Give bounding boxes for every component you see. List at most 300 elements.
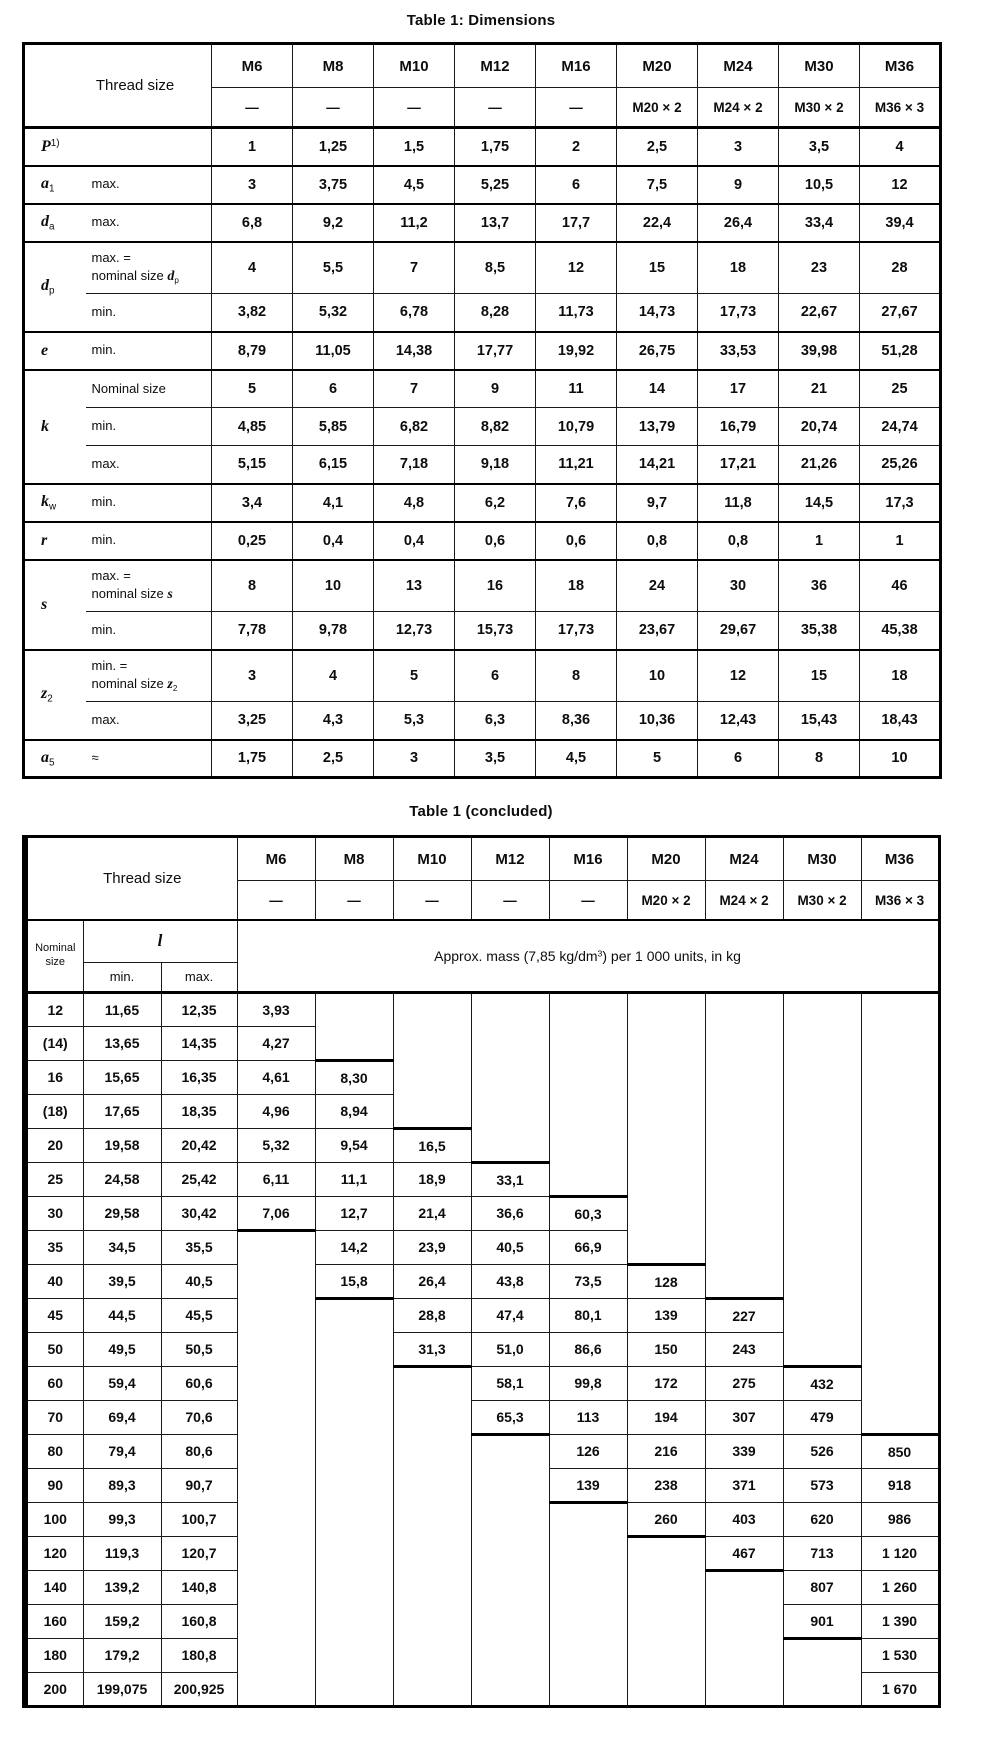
- l-min-cell: 39,5: [83, 1264, 161, 1298]
- property-symbol: [24, 484, 86, 522]
- mass-value-cell: 40,5: [471, 1230, 549, 1264]
- mass-value-cell: [627, 1604, 705, 1638]
- property-symbol: [24, 560, 86, 650]
- mass-value-cell: 986: [861, 1502, 939, 1536]
- dimension-value-cell: 0,6: [455, 522, 536, 560]
- l-max-cell: 120,7: [161, 1536, 237, 1570]
- mass-header-text: ) per 1 000 units, in kg: [602, 947, 741, 964]
- l-max-cell: 60,6: [161, 1366, 237, 1400]
- l-max-cell: 160,8: [161, 1604, 237, 1638]
- mass-value-cell: [705, 1638, 783, 1672]
- mass-value-cell: [393, 1026, 471, 1060]
- mass-value-cell: [237, 1400, 315, 1434]
- mass-value-cell: [783, 1026, 861, 1060]
- thread-size-header: M6: [237, 837, 315, 881]
- mass-value-cell: [783, 1094, 861, 1128]
- mass-value-cell: 23,9: [393, 1230, 471, 1264]
- dimension-value-cell: 13,79: [617, 408, 698, 446]
- nominal-size-cell: 100: [25, 1502, 83, 1536]
- property-symbol-glyph: a: [41, 174, 49, 192]
- mass-row: [25, 1604, 939, 1638]
- nominal-size-cell: 180: [25, 1638, 83, 1672]
- mass-value-cell: 8,30: [315, 1060, 393, 1094]
- mass-value-cell: 6,11: [237, 1162, 315, 1196]
- mass-value-cell: [705, 1570, 783, 1604]
- dimension-value-cell: 10: [860, 740, 941, 778]
- property-sublabel: [86, 446, 212, 484]
- property-sublabel: [86, 650, 212, 702]
- property-symbol-glyph: a: [41, 748, 49, 766]
- dimension-value-cell: 11,2: [374, 204, 455, 242]
- table1-title: Table 1: Dimensions: [406, 12, 556, 29]
- dimension-value-cell: 4: [860, 128, 941, 166]
- dimension-value-cell: 9: [455, 370, 536, 408]
- mass-value-cell: [393, 992, 471, 1026]
- dimension-value-cell: 3,5: [779, 128, 860, 166]
- property-sublabel: [86, 204, 212, 242]
- dimension-value-cell: 9,7: [617, 484, 698, 522]
- mass-value-cell: 918: [861, 1468, 939, 1502]
- property-symbol-subscript: 5: [49, 756, 55, 768]
- mass-value-cell: [861, 1264, 939, 1298]
- mass-row: [25, 1094, 939, 1128]
- dimension-value-cell: 13,7: [455, 204, 536, 242]
- mass-value-cell: [315, 1536, 393, 1570]
- mass-value-cell: [549, 1502, 627, 1536]
- mass-value-cell: [705, 1094, 783, 1128]
- length-symbol-cell: [83, 920, 237, 962]
- property-sublabel-line: Nominal size: [91, 380, 166, 396]
- mass-value-cell: [861, 1298, 939, 1332]
- mass-value-cell: [549, 1060, 627, 1094]
- mass-value-cell: 51,0: [471, 1332, 549, 1366]
- thread-variant-header: —: [393, 881, 471, 921]
- dimension-row: [24, 408, 941, 446]
- mass-value-cell: [315, 1570, 393, 1604]
- dimension-value-cell: 4,5: [374, 166, 455, 204]
- mass-value-cell: [393, 1604, 471, 1638]
- mass-value-cell: 403: [705, 1502, 783, 1536]
- dimension-value-cell: 6,8: [212, 204, 293, 242]
- thread-size-header: M24: [698, 44, 779, 88]
- nominal-size-cell: 40: [25, 1264, 83, 1298]
- dimension-value-cell: 5,5: [293, 242, 374, 294]
- dimension-value-cell: 5,3: [374, 702, 455, 740]
- l-min-cell: 17,65: [83, 1094, 161, 1128]
- mass-value-cell: [471, 1570, 549, 1604]
- property-symbol-subscript: w: [49, 501, 57, 513]
- dimension-value-cell: 8: [779, 740, 860, 778]
- property-symbol: [24, 242, 86, 332]
- mass-value-cell: 9,54: [315, 1128, 393, 1162]
- mass-value-cell: 86,6: [549, 1332, 627, 1366]
- mass-value-cell: [315, 1434, 393, 1468]
- dimension-value-cell: 46: [860, 560, 941, 612]
- property-sublabel-line: nominal size $z_2$: [91, 676, 178, 693]
- mass-value-cell: [237, 1638, 315, 1672]
- mass-value-cell: 65,3: [471, 1400, 549, 1434]
- dimension-value-cell: 13: [374, 560, 455, 612]
- dimension-value-cell: 5: [212, 370, 293, 408]
- mass-value-cell: [393, 1094, 471, 1128]
- mass-value-cell: [393, 1638, 471, 1672]
- dimension-value-cell: 6,15: [293, 446, 374, 484]
- nominal-size-cell: 80: [25, 1434, 83, 1468]
- dimension-value-cell: 8,79: [212, 332, 293, 370]
- mass-value-cell: [783, 1162, 861, 1196]
- mass-row: [25, 1570, 939, 1604]
- l-min-cell: 29,58: [83, 1196, 161, 1230]
- mass-value-cell: [315, 1604, 393, 1638]
- mass-value-cell: [315, 1638, 393, 1672]
- mass-value-cell: 126: [549, 1434, 627, 1468]
- mass-value-cell: 371: [705, 1468, 783, 1502]
- nominal-size-cell: (18): [25, 1094, 83, 1128]
- l-max-cell: 90,7: [161, 1468, 237, 1502]
- mass-value-cell: [237, 1264, 315, 1298]
- mass-value-cell: [393, 1434, 471, 1468]
- thread-size-header: M6: [212, 44, 293, 88]
- mass-row: [25, 1230, 939, 1264]
- nominal-size-cell: 140: [25, 1570, 83, 1604]
- mass-value-cell: [315, 1298, 393, 1332]
- dimension-value-cell: 29,67: [698, 612, 779, 650]
- mass-value-cell: [549, 1128, 627, 1162]
- mass-value-cell: [549, 1672, 627, 1706]
- mass-value-cell: 5,32: [237, 1128, 315, 1162]
- dimension-value-cell: 9,78: [293, 612, 374, 650]
- mass-value-cell: [627, 1570, 705, 1604]
- dimension-value-cell: 39,98: [779, 332, 860, 370]
- property-sublabel: [86, 166, 212, 204]
- dimension-value-cell: 3: [698, 128, 779, 166]
- mass-value-cell: [705, 1128, 783, 1162]
- dimensions-table: [22, 42, 942, 779]
- mass-value-cell: [861, 1400, 939, 1434]
- thread-size-header: M8: [315, 837, 393, 881]
- mass-value-cell: [471, 1502, 549, 1536]
- dimension-value-cell: 5: [374, 650, 455, 702]
- mass-value-cell: 14,2: [315, 1230, 393, 1264]
- dimension-value-cell: 45,38: [860, 612, 941, 650]
- property-sublabel-line: max.: [91, 214, 120, 230]
- property-sublabel-line: min.: [91, 622, 117, 638]
- dimension-value-cell: 28: [860, 242, 941, 294]
- property-sublabel-line: max. =: [91, 249, 131, 265]
- mass-value-cell: 12,7: [315, 1196, 393, 1230]
- dimension-value-cell: 7,5: [617, 166, 698, 204]
- mass-value-cell: [705, 1060, 783, 1094]
- mass-value-cell: [705, 1264, 783, 1298]
- property-symbol-subscript: 2: [47, 693, 53, 705]
- mass-value-cell: 1 390: [861, 1604, 939, 1638]
- mass-value-cell: [861, 1026, 939, 1060]
- thread-variant-header: M30 × 2: [783, 881, 861, 921]
- dimension-value-cell: 17: [698, 370, 779, 408]
- mass-row: [25, 1468, 939, 1502]
- dimension-value-cell: 7,78: [212, 612, 293, 650]
- dimension-value-cell: 6: [293, 370, 374, 408]
- mass-value-cell: 8,94: [315, 1094, 393, 1128]
- mass-value-cell: [861, 1366, 939, 1400]
- property-sublabel-line: min.: [91, 304, 117, 320]
- nominal-size-cell: 12: [25, 992, 83, 1026]
- thread-variant-header: —: [455, 88, 536, 128]
- mass-value-cell: [393, 1672, 471, 1706]
- thread-size-header: M36: [860, 44, 941, 88]
- dimension-value-cell: 6: [698, 740, 779, 778]
- dimension-value-cell: 0,8: [698, 522, 779, 560]
- mass-value-cell: [627, 1026, 705, 1060]
- mass-value-cell: 21,4: [393, 1196, 471, 1230]
- dimension-value-cell: 0,4: [374, 522, 455, 560]
- dimension-value-cell: 8,36: [536, 702, 617, 740]
- mass-value-cell: [861, 1196, 939, 1230]
- mass-value-cell: 7,06: [237, 1196, 315, 1230]
- mass-value-cell: [627, 1230, 705, 1264]
- mass-value-cell: 73,5: [549, 1264, 627, 1298]
- mass-value-cell: 227: [705, 1298, 783, 1332]
- mass-value-cell: [783, 1128, 861, 1162]
- dimension-row: [24, 166, 941, 204]
- thread-variant-header: M24 × 2: [705, 881, 783, 921]
- mass-value-cell: 432: [783, 1366, 861, 1400]
- dimension-value-cell: 2,5: [293, 740, 374, 778]
- mass-value-cell: [783, 1672, 861, 1706]
- dimension-value-cell: 15,73: [455, 612, 536, 650]
- dimension-value-cell: 8: [212, 560, 293, 612]
- mass-row: [25, 1196, 939, 1230]
- dimension-value-cell: 3: [374, 740, 455, 778]
- mass-value-cell: 1 120: [861, 1536, 939, 1570]
- dimension-value-cell: 3,75: [293, 166, 374, 204]
- thread-size-header: M12: [455, 44, 536, 88]
- property-sublabel: [86, 740, 212, 778]
- dimension-row: [24, 612, 941, 650]
- dimension-value-cell: 11,21: [536, 446, 617, 484]
- mass-value-cell: 33,1: [471, 1162, 549, 1196]
- dimension-value-cell: 21: [779, 370, 860, 408]
- thread-variant-header: —: [536, 88, 617, 128]
- property-sublabel-line: min.: [91, 418, 117, 434]
- mass-value-cell: 1 260: [861, 1570, 939, 1604]
- property-sublabel-line: min.: [91, 532, 117, 548]
- mass-value-cell: [393, 1468, 471, 1502]
- mass-value-cell: 43,8: [471, 1264, 549, 1298]
- l-min-cell: 34,5: [83, 1230, 161, 1264]
- dimension-value-cell: 15: [617, 242, 698, 294]
- property-sublabel-line: max.: [91, 176, 120, 192]
- thread-variant-header: —: [293, 88, 374, 128]
- dimension-value-cell: 12: [698, 650, 779, 702]
- nominal-size-label: Nominal size: [25, 920, 83, 992]
- thread-size-header: M16: [536, 44, 617, 88]
- mass-value-cell: [471, 1468, 549, 1502]
- mass-row: [25, 1298, 939, 1332]
- dimension-value-cell: 12,43: [698, 702, 779, 740]
- dimension-value-cell: 10,79: [536, 408, 617, 446]
- mass-value-cell: [549, 992, 627, 1026]
- property-symbol: [24, 522, 86, 560]
- dimension-value-cell: 1,75: [212, 740, 293, 778]
- mass-row: [25, 1434, 939, 1468]
- table2-title: Table 1 (concluded): [409, 803, 553, 820]
- dimension-value-cell: 16: [455, 560, 536, 612]
- mass-value-cell: [237, 1230, 315, 1264]
- dimension-value-cell: 51,28: [860, 332, 941, 370]
- mass-value-cell: [627, 1094, 705, 1128]
- l-max-cell: 50,5: [161, 1332, 237, 1366]
- dimension-row: [24, 446, 941, 484]
- dimension-value-cell: 7: [374, 242, 455, 294]
- nominal-size-cell: 200: [25, 1672, 83, 1706]
- thread-size-header: M20: [617, 44, 698, 88]
- dimension-value-cell: 5,15: [212, 446, 293, 484]
- mass-value-cell: 26,4: [393, 1264, 471, 1298]
- thread-variant-header: M30 × 2: [779, 88, 860, 128]
- dimension-row: [24, 484, 941, 522]
- mass-value-cell: [549, 1536, 627, 1570]
- dimension-value-cell: 4,3: [293, 702, 374, 740]
- mass-value-cell: [237, 1468, 315, 1502]
- l-min-cell: 15,65: [83, 1060, 161, 1094]
- dimension-value-cell: 8,28: [455, 294, 536, 332]
- mass-value-cell: 467: [705, 1536, 783, 1570]
- thread-variant-header: —: [237, 881, 315, 921]
- dimension-row: [24, 332, 941, 370]
- dimension-value-cell: 7: [374, 370, 455, 408]
- mass-row: [25, 1128, 939, 1162]
- thread-size-header: M30: [779, 44, 860, 88]
- dimension-value-cell: 14,21: [617, 446, 698, 484]
- mass-value-cell: [549, 1026, 627, 1060]
- dimension-value-cell: 6,2: [455, 484, 536, 522]
- mass-value-cell: [549, 1162, 627, 1196]
- dimension-value-cell: 4,5: [536, 740, 617, 778]
- mass-value-cell: [549, 1638, 627, 1672]
- dimension-value-cell: 14,73: [617, 294, 698, 332]
- dimension-value-cell: 18: [536, 560, 617, 612]
- dimension-value-cell: 27,67: [860, 294, 941, 332]
- mass-value-cell: 139: [627, 1298, 705, 1332]
- dimension-row: [24, 294, 941, 332]
- nominal-size-cell: 160: [25, 1604, 83, 1638]
- nominal-size-cell: 50: [25, 1332, 83, 1366]
- thread-variant-header: —: [315, 881, 393, 921]
- thread-size-label: Thread size: [25, 837, 237, 921]
- dimension-value-cell: 7,6: [536, 484, 617, 522]
- dimension-value-cell: 4: [293, 650, 374, 702]
- mass-value-cell: 113: [549, 1400, 627, 1434]
- mass-value-cell: [549, 1094, 627, 1128]
- mass-value-cell: 243: [705, 1332, 783, 1366]
- thread-variant-header: M20 × 2: [617, 88, 698, 128]
- property-symbol-glyph: s: [41, 595, 48, 613]
- thread-variant-header: —: [212, 88, 293, 128]
- mass-value-cell: [783, 1230, 861, 1264]
- mass-value-cell: [315, 1366, 393, 1400]
- mass-value-cell: 80,1: [549, 1298, 627, 1332]
- mass-value-cell: 1 670: [861, 1672, 939, 1706]
- mass-value-cell: [705, 1162, 783, 1196]
- dimension-row: [24, 650, 941, 702]
- dimension-value-cell: 14,38: [374, 332, 455, 370]
- mass-value-cell: [783, 1264, 861, 1298]
- thread-variant-header: M36 × 3: [861, 881, 939, 921]
- mass-value-cell: [627, 1196, 705, 1230]
- mass-value-cell: [861, 1162, 939, 1196]
- dimension-value-cell: 33,53: [698, 332, 779, 370]
- mass-value-cell: [237, 1332, 315, 1366]
- dimension-value-cell: 11: [536, 370, 617, 408]
- mass-row: [25, 1060, 939, 1094]
- dimension-value-cell: 19,92: [536, 332, 617, 370]
- l-min-cell: 11,65: [83, 992, 161, 1026]
- mass-row: [25, 1366, 939, 1400]
- l-min-cell: 99,3: [83, 1502, 161, 1536]
- dimension-value-cell: 3,4: [212, 484, 293, 522]
- property-symbol: [24, 740, 86, 778]
- table2-header: [25, 837, 939, 993]
- property-symbol: [24, 166, 86, 204]
- mass-row: [25, 1400, 939, 1434]
- mass-value-cell: [315, 1502, 393, 1536]
- dimension-value-cell: 3: [212, 166, 293, 204]
- thread-variant-header: —: [549, 881, 627, 921]
- mass-value-cell: [315, 1332, 393, 1366]
- mass-value-cell: [471, 1128, 549, 1162]
- mass-value-cell: [315, 1400, 393, 1434]
- thread-variant-header: —: [471, 881, 549, 921]
- l-max-cell: 100,7: [161, 1502, 237, 1536]
- mass-value-cell: 573: [783, 1468, 861, 1502]
- l-max-cell: 140,8: [161, 1570, 237, 1604]
- thread-variant-header: —: [374, 88, 455, 128]
- mass-header: [237, 920, 939, 992]
- property-symbol-glyph: s: [167, 587, 173, 603]
- property-sublabel: [86, 294, 212, 332]
- dimension-value-cell: 2: [536, 128, 617, 166]
- dimension-value-cell: 6: [455, 650, 536, 702]
- dimension-value-cell: 23: [779, 242, 860, 294]
- l-min-cell: 44,5: [83, 1298, 161, 1332]
- nominal-size-cell: 20: [25, 1128, 83, 1162]
- thread-size-header: M30: [783, 837, 861, 881]
- mass-value-cell: [393, 1400, 471, 1434]
- dimension-value-cell: 0,6: [536, 522, 617, 560]
- mass-value-cell: [393, 1502, 471, 1536]
- mass-value-cell: [627, 1672, 705, 1706]
- dimension-value-cell: 24,74: [860, 408, 941, 446]
- dimension-value-cell: 30: [698, 560, 779, 612]
- dimension-row: [24, 204, 941, 242]
- mass-value-cell: 31,3: [393, 1332, 471, 1366]
- nominal-size-cell: 25: [25, 1162, 83, 1196]
- dimension-value-cell: 12: [860, 166, 941, 204]
- dimension-value-cell: 26,75: [617, 332, 698, 370]
- property-sublabel-line: min.: [91, 342, 117, 358]
- mass-value-cell: 172: [627, 1366, 705, 1400]
- thread-size-header: M10: [393, 837, 471, 881]
- l-max-cell: 12,35: [161, 992, 237, 1026]
- mass-value-cell: [471, 1434, 549, 1468]
- mass-row: [25, 992, 939, 1026]
- property-symbol-glyph: d: [41, 212, 49, 230]
- mass-value-cell: 620: [783, 1502, 861, 1536]
- property-symbol-subscript: p: [174, 275, 179, 285]
- nominal-size-cell: 45: [25, 1298, 83, 1332]
- dimension-value-cell: 10: [617, 650, 698, 702]
